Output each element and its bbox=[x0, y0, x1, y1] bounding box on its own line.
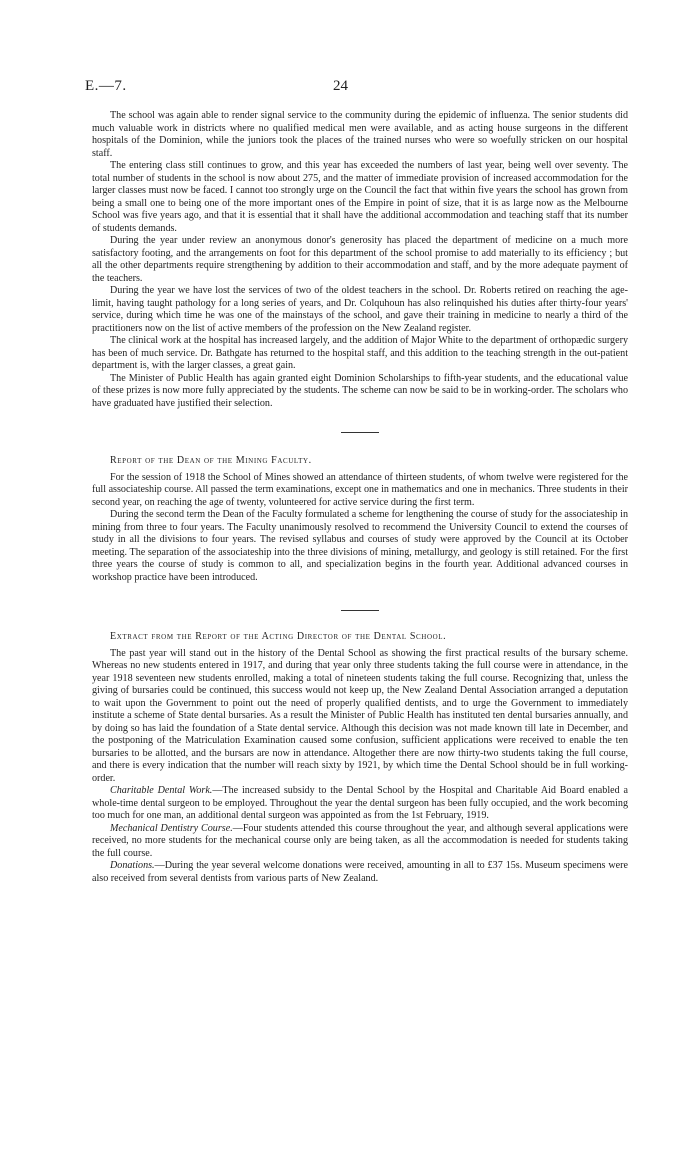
section-title: Report of the Dean of the Mining Faculty. bbox=[110, 455, 312, 466]
paragraph-heading: Donations. bbox=[110, 860, 155, 871]
paragraph: The past year will stand out in the history of the Dental School as showing the first practical results of the bursary scheme. Whereas no new students entered in 1917, and during that year only three students taking the full course were in attendance, in the year 1918 seventeen new students enrolled, making a total of nineteen students taking the full course. Recognizing that, unless the giving of bursaries could be continued, this success would not keep up, the New Zealand Dental Association arranged a deputation to wait upon the Government to point out the need of properly qualified dentists, and to urge the Government to immediately institute a scheme of State dental bursaries. As a result the Minister of Public Health has instituted ten dental bursaries annually, and by doing so has laid the foundation of a State dental service. Although this decision was not made known till late in December, and the postponing of the Matriculation Examination caused some confusion, sufficient applications were received to enable the ten bursaries to be allotted, and the bursars are now in attendance. Altogether there are now thirty-two students taking the full course, and there is every indication that the number will reach sixty by 1921, by which time the Dental School should be in full working-order. bbox=[92, 647, 628, 784]
paragraph bbox=[92, 860, 628, 885]
medical-school-section bbox=[92, 110, 628, 410]
dental-school-section bbox=[92, 631, 628, 885]
paragraph bbox=[92, 785, 628, 823]
document-body bbox=[92, 110, 628, 885]
paragraph: The entering class still continues to grow, and this year has exceeded the numbers of last year, being well over seventy. The total number of students in the school is now about 275, and the matter of immediate provision of increased accommodation for the larger classes must now be faced. I cannot too strongly urge on the Council the fact that within five years the school has grown from being a small one to being one of the more important ones of the Empire in point of size, that it is as large now as the Melbourne School was five years ago, and that it is essential that it shall have the additional accommodation and teaching staff that its number of students demands. bbox=[92, 160, 628, 234]
paragraph: For the session of 1918 the School of Mines showed an attendance of thirteen students, of whom twelve were registered for the full associateship course. All passed the term examinations, except one in mathematics and one in mechanics. Three students in their second year, on reaching the age of twenty, volunteered for active service during the first term. bbox=[92, 471, 628, 508]
section-title: Extract from the Report of the Acting Director of the Dental School. bbox=[110, 631, 447, 642]
report-reference: E.—7. bbox=[85, 78, 127, 94]
paragraph-text: —The increased subsidy to the Dental School by the Hospital and Charitable Aid Board enabled a whole-time dental surgeon to be employed. Throughout the year the dental surgeon has been fully occupied, and the work becoming too much for one man, an additional dental surgeon was appointed as from the 1st February, 1919. bbox=[92, 785, 628, 821]
paragraph-heading: Charitable Dental Work. bbox=[110, 785, 213, 796]
paragraph bbox=[92, 823, 628, 861]
paragraph-text: —Four students attended this course throughout the year, and although several applications were received, no more students for the mechanical course only are being taken, as all the accommodation is needed for students taking the full course. bbox=[92, 822, 628, 859]
paragraph: The Minister of Public Health has again granted eight Dominion Scholarships to fifth-year students, and the educational value of these prizes is now more fully appreciated by the students. The scheme can now be said to be in working-order. The scholars who have graduated have justified their selection. bbox=[92, 372, 628, 409]
paragraph: During the second term the Dean of the Faculty formulated a scheme for lengthening the course of study for the associateship in mining from three to four years. The Faculty unanimously resolved to recommend the University Council to extend the courses of study in all the divisions to four years. The revised syllabus and courses of study were approved by the Council at its October meeting. The separation of the associateship into the three divisions of mining, metallurgy, and geology is still retained. For the first three years the course of study is common to all, and specialization begins in the fourth year. Additional advanced courses in workshop practice have been introduced. bbox=[92, 509, 628, 583]
paragraph-heading: Mechanical Dentistry Course. bbox=[110, 822, 233, 834]
mining-faculty-section bbox=[92, 455, 628, 584]
paragraph-text: —During the year several welcome donations were received, amounting in all to £37 15s. Museum specimens were also received from several dentists from various parts of New Zealand. bbox=[92, 860, 628, 884]
paragraph: During the year we have lost the services of two of the oldest teachers in the school. Dr. Roberts retired on reaching the age-limit, having taught pathology for a long series of years, and Dr. Colquhoun has also relinquished his duties after thirty-four years' service, during which time he was one of the mainstays of the school, and gave their training in medicine to nearly a third of the practitioners now on the list of active members of the profession on the New Zealand register. bbox=[92, 285, 628, 334]
paragraph: The clinical work at the hospital has increased largely, and the addition of Major White to the department of orthopædic surgery has been of much service. Dr. Bathgate has returned to the hospital staff, and this addition to the teaching strength in the out-patient department is, with the larger classes, a great gain. bbox=[92, 335, 628, 371]
page-header bbox=[85, 78, 625, 98]
paragraph: During the year under review an anonymous donor's generosity has placed the department of medicine on a much more satisfactory footing, and the arrangements on foot for this department of the school promise to add materially to its efficiency ; but all the other departments require strengthening by addition to their accommodation and staff, and by the more adequate payment of the teachers. bbox=[92, 235, 628, 284]
page-number: 24 bbox=[333, 78, 348, 94]
paragraph: The school was again able to render signal service to the community during the epidemic of influenza. The senior students did much valuable work in districts where no qualified medical men were available, and as acting house surgeons in the different hospitals of the Dominion, while the juniors took the places of the trained nurses who were so woefully stricken on our hospital staff. bbox=[92, 110, 628, 159]
